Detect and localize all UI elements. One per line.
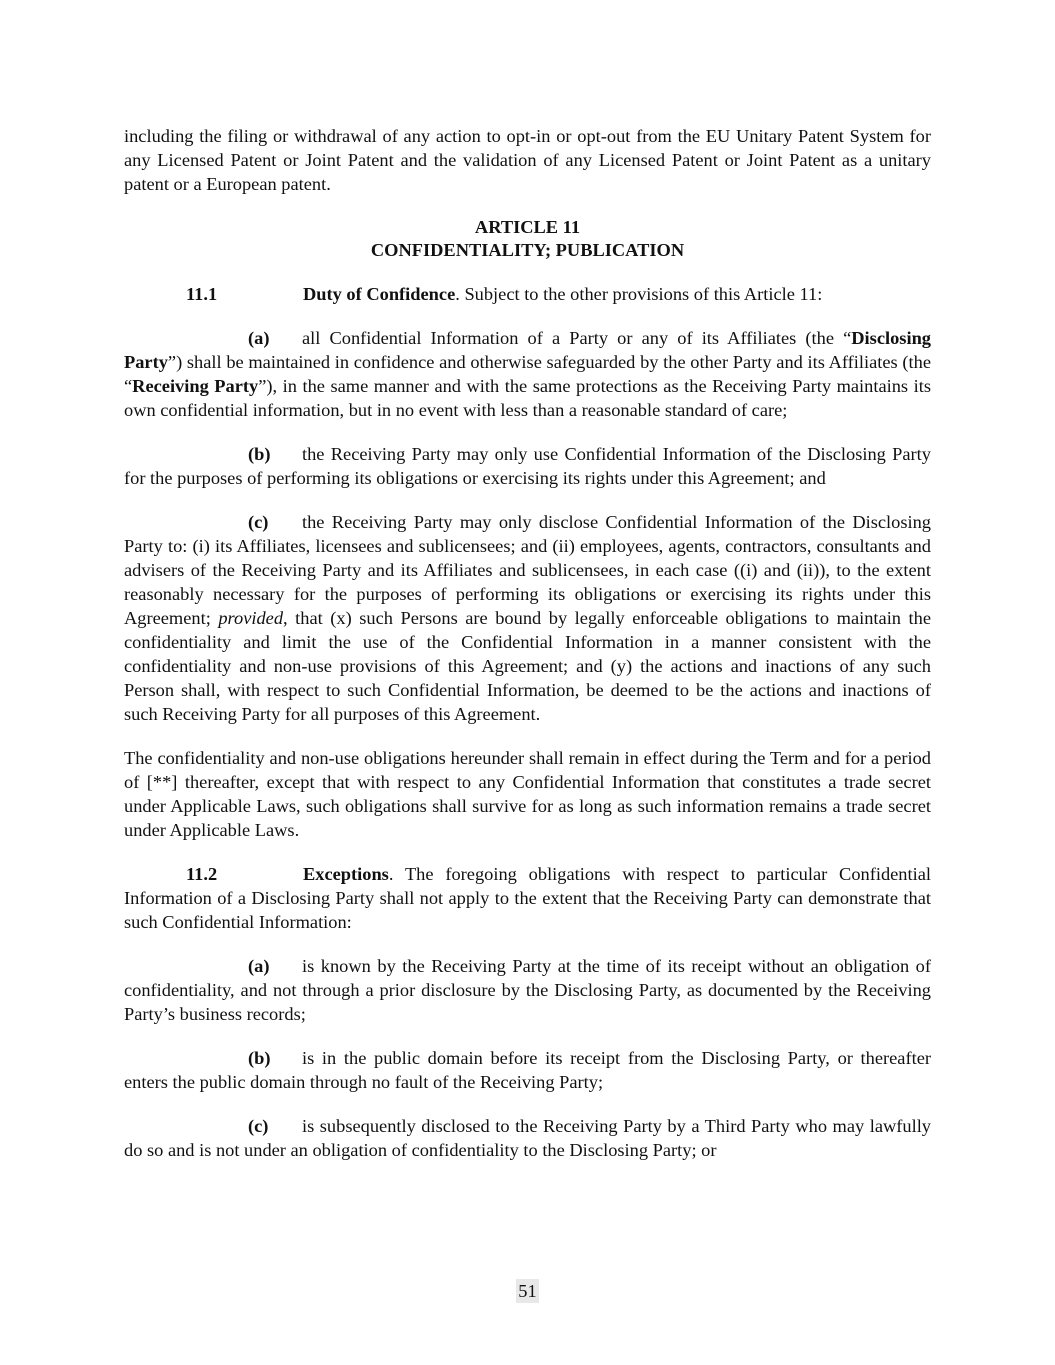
clause-text: , that (x) such Persons are bound by legally enforceable obligations to maintain the confidentiality and limit the use of the Confidential Information in a manner consistent with the confidentiality and non-use provisions of this Agreement; and (y) the actions and inactions of any such Person shall, with respect to such Confidential Information, be deemed to be the actions and inactions of such Receiving Party for all purposes of this Agreement. <box>124 608 931 724</box>
clause-11-1-c <box>124 510 931 726</box>
clause-label: (c) <box>248 512 269 532</box>
defined-term-disclosing-party: Disclosing Party <box>124 328 931 372</box>
section-number: 11.2 <box>186 864 218 884</box>
clause-11-2-a <box>124 954 931 1026</box>
section-title: Exceptions <box>303 864 389 884</box>
clause-label: (c) <box>248 1116 269 1136</box>
clause-text: ”), in the same manner and with the same protections as the Receiving Party maintains its own confidential information, but in no event with less than a reasonable standard of care; <box>124 376 931 420</box>
clause-11-2-b <box>124 1046 931 1094</box>
page-number: 51 <box>516 1279 539 1303</box>
section-title-period: . <box>388 864 394 884</box>
clause-label: (b) <box>248 444 271 464</box>
clause-text: all Confidential Information of a Party or any of its Affiliates (the “ <box>302 328 852 348</box>
clause-11-1-b <box>124 442 931 490</box>
survival-paragraph: The confidentiality and non-use obligations hereunder shall remain in effect during the Term and for a period of [**] thereafter, except that with respect to any Confidential Information that constitutes a trade secret under Applicable Laws, such obligations shall survive for as long as such information remains a trade secret under Applicable Laws. <box>124 748 931 840</box>
section-11-1-heading <box>124 282 931 306</box>
article-number: ARTICLE 11 <box>474 217 581 237</box>
section-intro: The foregoing obligations with respect to particular Confidential Information of a Disclosing Party shall not apply to the extent that the Receiving Party can demonstrate that such Confidential Information: <box>124 864 931 932</box>
document-page <box>124 124 931 1162</box>
clause-11-1-a <box>124 326 931 422</box>
clause-text: is subsequently disclosed to the Receiving Party by a Third Party who may lawfully do so and is not under an obligation of confidentiality to the Disclosing Party; or <box>124 1116 931 1160</box>
clause-11-2-c <box>124 1114 931 1162</box>
section-number: 11.1 <box>186 284 218 304</box>
section-11-2-heading <box>124 862 931 934</box>
clause-text: the Receiving Party may only use Confidential Information of the Disclosing Party for the purposes of performing its obligations or exercising its rights under this Agreement; and <box>124 444 931 488</box>
article-heading <box>124 216 931 262</box>
clause-text: is known by the Receiving Party at the time of its receipt without an obligation of confidentiality, and not through a prior disclosure by the Disclosing Party, as documented by the Receiving Party’s business records; <box>124 956 931 1024</box>
section-title-period: . <box>455 284 460 304</box>
section-title: Duty of Confidence <box>303 284 456 304</box>
clause-label: (b) <box>248 1048 271 1068</box>
italic-term-provided: provided <box>218 608 284 628</box>
article-title: CONFIDENTIALITY; PUBLICATION <box>370 240 685 260</box>
section-intro: Subject to the other provisions of this Article 11: <box>459 284 823 304</box>
clause-text: the Receiving Party may only disclose Confidential Information of the Disclosing Party to: (i) its Affiliates, licensees and sublicensees; and (ii) employees, agents, contractors, consultants and advisers of the Receiving Party and its Affiliates and sublicensees, in each case ((i) and (ii)), to the extent reasonably necessary for the purposes of performing its obligations or exercising its rights under this Agreement; <box>124 512 931 628</box>
clause-label: (a) <box>248 956 270 976</box>
clause-label: (a) <box>248 328 270 348</box>
clause-text: ”) shall be maintained in confidence and otherwise safeguarded by the other Party and its Affiliates (the “ <box>124 352 931 396</box>
defined-term-receiving-party: Receiving Party <box>132 376 259 396</box>
clause-text: is in the public domain before its receipt from the Disclosing Party, or thereafter enters the public domain through no fault of the Receiving Party; <box>124 1048 931 1092</box>
continuation-paragraph: including the filing or withdrawal of any action to opt-in or opt-out from the EU Unitary Patent System for any Licensed Patent or Joint Patent and the validation of any Licensed Patent or Joint Patent as a unitary patent or a European patent. <box>124 126 931 194</box>
